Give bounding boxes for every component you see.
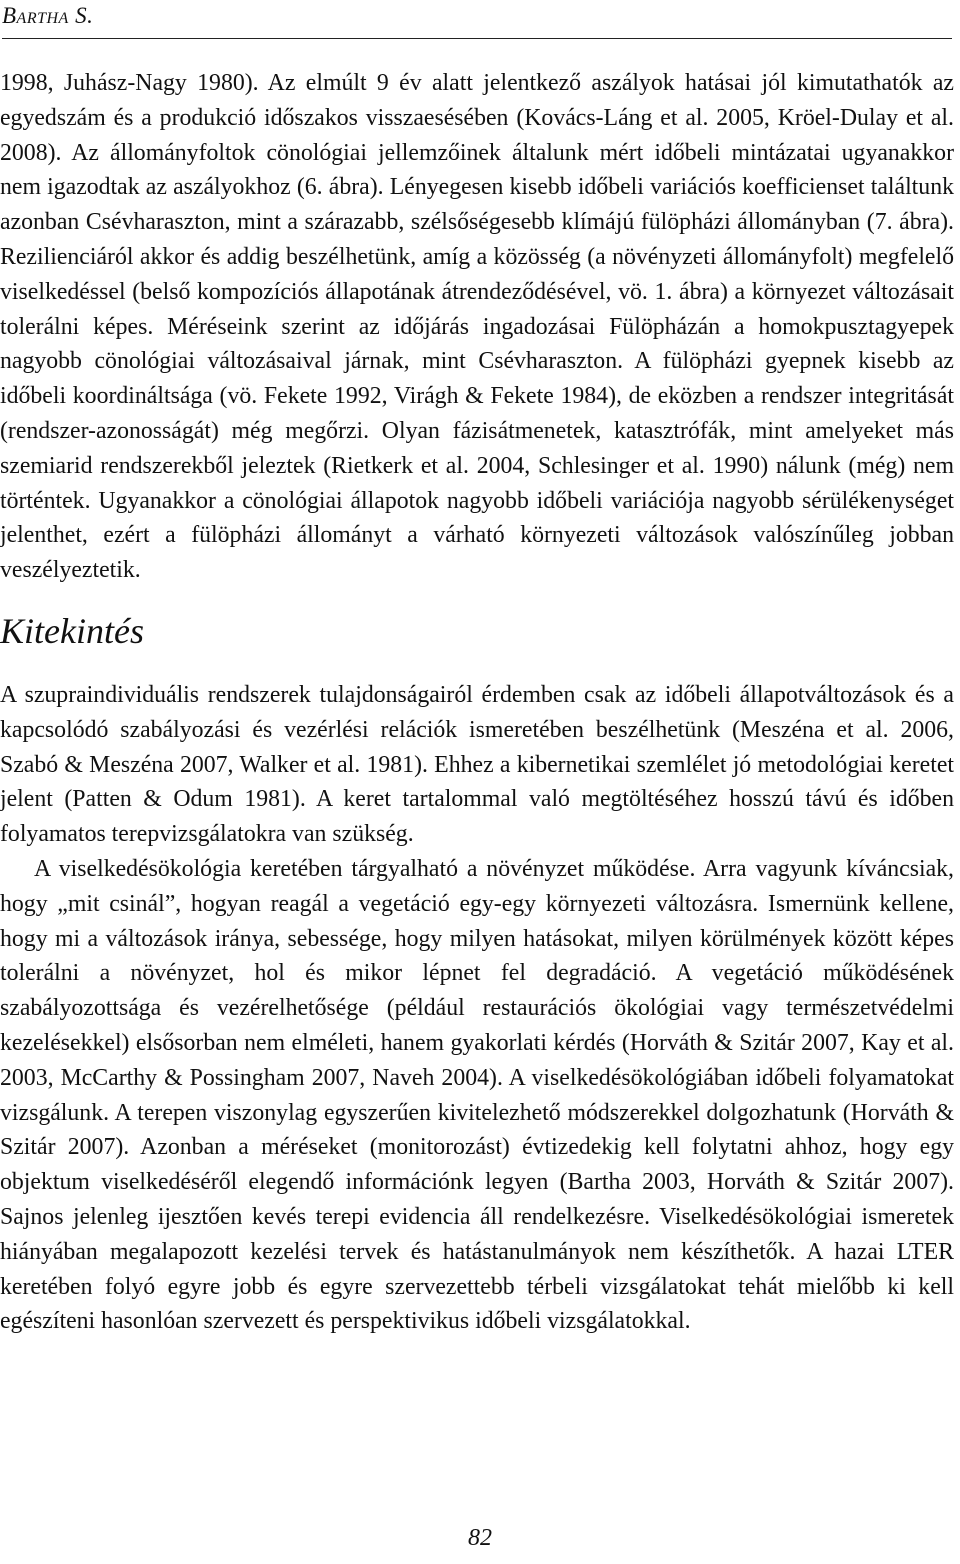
body-paragraph-2: A szupraindividuális rendszerek tulajdonságairól érdemben csak az időbeli állapotváltozások és a kapcsolódó szabályozási és vezérlési relációk ismeretében beszélhetünk (Meszéna et al. 2006, Szabó & Meszéna 2007, Walker et al. 1981). Ehhez a kibernetikai szemlélet jó metodológiai keretet jelent (Patten & Odum 1981). A keret tartalommal való megtöltéséhez hosszú távú és időben folyamatos terepvizsgálatokra van szükség. — [0, 681, 954, 848]
page-number: 82 — [468, 1525, 492, 1551]
running-head-author: Bartha S. — [2, 3, 94, 28]
article-body — [0, 66, 954, 1339]
body-paragraph-1: 1998, Juhász-Nagy 1980). Az elmúlt 9 év alatt jelentkező aszályok hatásai jól kimutathatók az egyedszám és a produkció időszakos visszaesésében (Kovács-Láng et al. 2005, Kröel-Dulay et al. 2008). Az állományfoltok cönológiai jellemzőinek általunk mért időbeli mintázatai ugyanakkor nem igazodtak az aszályokhoz (6. ábra). Lényegesen kisebb időbeli variációs koefficienset találtunk azonban Csévharaszton, mint a szárazabb, szélsőségesebb klímájú fülöpházi állományban (7. ábra). Rezilienciáról akkor és addig beszélhetünk, amíg a közösség (a növényzeti állományfolt) megfelelő viselkedéssel (belső kompozíciós állapotának átrendeződésével, vö. 1. ábra) a környezet változásait tolerálni képes. Méréseink szerint az időjárás ingadozásai Fülöpházán a homokpusztagyepek nagyobb cönológiai változásaival járnak, mint Csévharaszton. A fülöpházi gyepnek kisebb az időbeli koordináltsága (vö. Fekete 1992, Virágh & Fekete 1984), de eközben a rendszer integritását (rendszer-azonosságát) még megőrzi. Olyan fázisátmenetek, katasztrófák, mint amelyeket más szemiarid rendszerekből jeleztek (Rietkerk et al. 2004, Schlesinger et al. 1990) nálunk (még) nem történtek. Ugyanakkor a cönológiai állapotok nagyobb időbeli variációja nagyobb sérülékenységet jelenthet, ezért a fülöpházi állományt a várható környezeti változások valószínűleg jobban veszélyeztetik. — [0, 70, 954, 584]
body-paragraph-3: A viselkedésökológia keretében tárgyalható a növényzet működése. Arra vagyunk kíváncsiak, hogy „mit csinál”, hogyan reagál a vegetáció egy-egy környezeti változásra. Ismernünk kellene, hogy mi a változások iránya, sebessége, hogy milyen hatásokat, milyen körülmények között képes tolerálni a növényzet, hol és mikor lépnet fel degradáció. A vegetáció működésének szabályozottsága és vezérelhetősége (például restaurációs ökológiai vagy természetvédelmi kezelésekkel) elsősorban nem elméleti, hanem gyakorlati kérdés (Horváth & Szitár 2007, Kay et al. 2003, McCarthy & Possingham 2007, Naveh 2004). A viselkedésökológiában időbeli folyamatokat vizsgálunk. A terepen viszonylag egyszerűen kivitelezhető módszerekkel dolgozhatunk (Horváth & Szitár 2007). Azonban a méréseket (monitorozást) évtizedekig kell folytatni ahhoz, hogy egy objektum viselkedéséről elegendő információnk legyen (Bartha 2003, Horváth & Szitár 2007). Sajnos jelenleg ijesztően kevés terepi evidencia áll rendelkezésre. Viselkedésökológiai ismeretek hiányában megalapozott kezelési tervek és hatástanulmányok nem készíthetők. A hazai LTER keretében folyó egyre jobb és egyre szervezettebb térbeli vizsgálatokat tehát mielőbb ki kell egészíteni hasonlóan szervezett és perspektivikus időbeli vizsgálatokkal. — [0, 855, 954, 1335]
section-heading: Kitekintés — [0, 610, 144, 651]
running-head — [2, 2, 952, 39]
